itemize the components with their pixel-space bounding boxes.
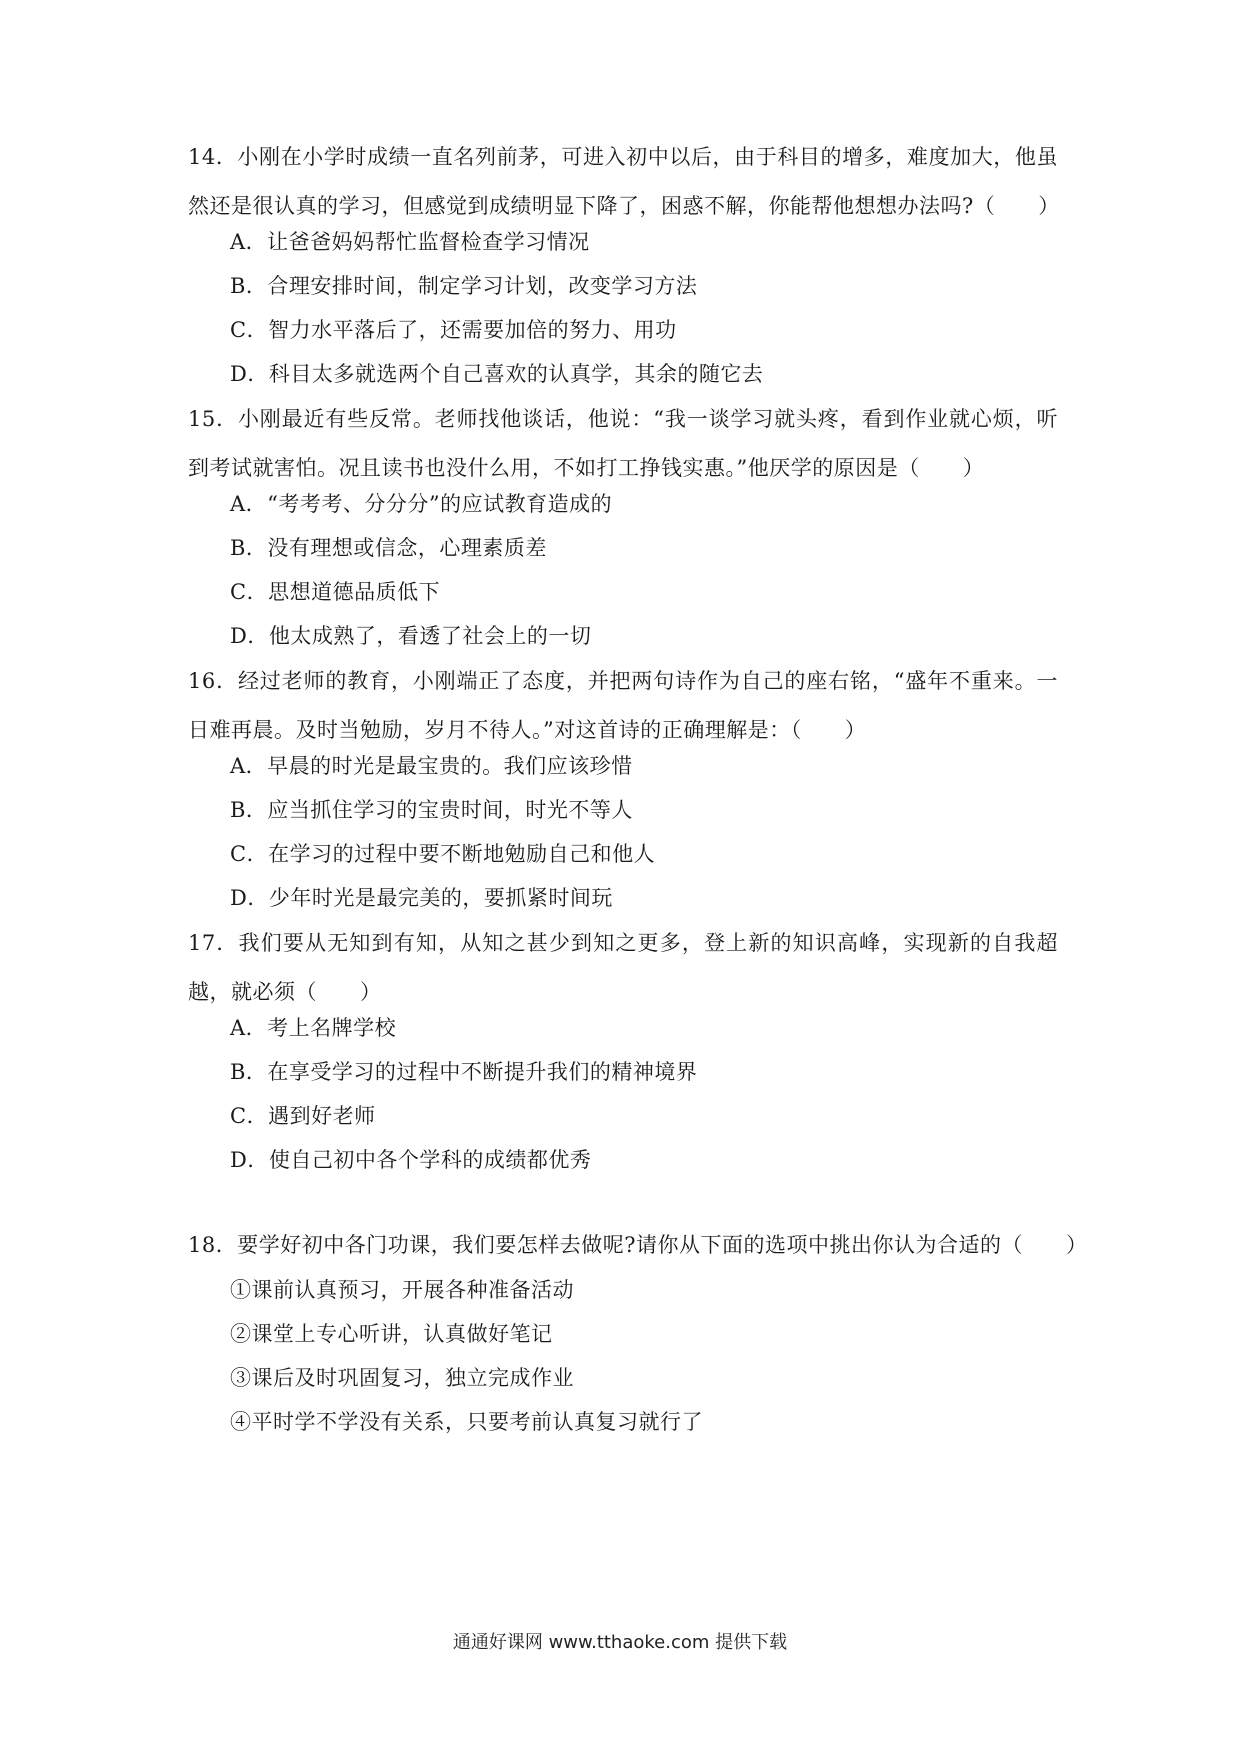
- question-18-option-3: ③课后及时巩固复习，独立完成作业: [230, 1366, 574, 1390]
- question-15-option-a: A．“考考考、分分分”的应试教育造成的: [230, 492, 613, 516]
- question-14-option-c: C．智力水平落后了，还需要加倍的努力、用功: [230, 318, 677, 342]
- question-17-option-d: D．使自己初中各个学科的成绩都优秀: [230, 1148, 592, 1172]
- question-18-option-1: ①课前认真预习，开展各种准备活动: [230, 1278, 574, 1302]
- question-17-option-b: B．在享受学习的过程中不断提升我们的精神境界: [230, 1060, 698, 1084]
- question-18-stem: 18．要学好初中各门功课，我们要怎样去做呢?请你从下面的选项中挑出你认为合适的（ ）: [188, 1233, 1088, 1257]
- question-18-option-4: ④平时学不学没有关系，只要考前认真复习就行了: [230, 1410, 703, 1434]
- question-16-option-b: B．应当抓住学习的宝贵时间，时光不等人: [230, 798, 633, 822]
- question-16-option-d: D．少年时光是最完美的，要抓紧时间玩: [230, 886, 613, 910]
- question-14-stem: 14．小刚在小学时成绩一直名列前茅，可进入初中以后，由于科目的增多，难度加大，他虽然还是很认真的学习，但感觉到成绩明显下降了，困惑不解，你能帮他想想办法吗?（ ）: [188, 145, 1060, 218]
- question-18-option-2: ②课堂上专心听讲，认真做好笔记: [230, 1322, 553, 1346]
- question-17-stem: 17．我们要从无知到有知，从知之甚少到知之更多，登上新的知识高峰，实现新的自我超越，就必须（ ）: [188, 931, 1058, 1004]
- question-14-option-b: B．合理安排时间，制定学习计划，改变学习方法: [230, 274, 698, 298]
- question-17-option-a: A．考上名牌学校: [230, 1016, 397, 1040]
- question-14-option-a: A．让爸爸妈妈帮忙监督检查学习情况: [230, 230, 590, 254]
- question-17-option-c: C．遇到好老师: [230, 1104, 376, 1128]
- question-14-option-d: D．科目太多就选两个自己喜欢的认真学，其余的随它去: [230, 362, 764, 386]
- question-15-option-b: B．没有理想或信念，心理素质差: [230, 536, 547, 560]
- question-15-option-d: D．他太成熟了，看透了社会上的一切: [230, 624, 592, 648]
- question-15-stem: 15．小刚最近有些反常。老师找他谈话，他说：“我一谈学习就头疼，看到作业就心烦，听到考试就害怕。况且读书也没什么用，不如打工挣钱实惠。”他厌学的原因是（ ）: [188, 407, 1058, 480]
- question-16-option-a: A．早晨的时光是最宝贵的。我们应该珍惜: [230, 754, 633, 778]
- question-16-option-c: C．在学习的过程中要不断地勉励自己和他人: [230, 842, 656, 866]
- question-16-stem: 16．经过老师的教育，小刚端正了态度，并把两句诗作为自己的座右铭，“盛年不重来。一日难再晨。及时当勉励，岁月不待人。”对这首诗的正确理解是：（ ）: [188, 669, 1058, 742]
- page-footer: 通通好课网 www.tthaoke.com 提供下载: [452, 1632, 788, 1653]
- question-15-option-c: C．思想道德品质低下: [230, 580, 441, 604]
